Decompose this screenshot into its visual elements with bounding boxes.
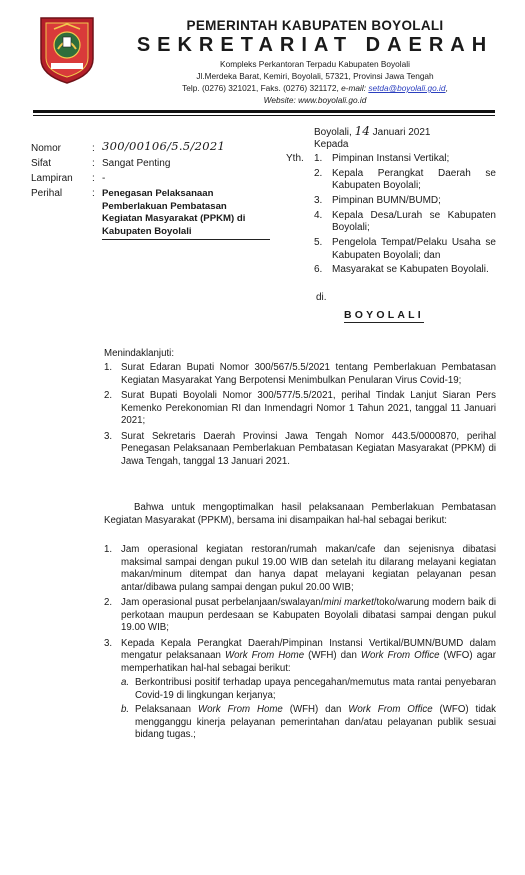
perihal-line-1	[102, 188, 272, 201]
sub-points-list	[121, 677, 496, 742]
list-item: 4. Kepala Desa/Lurah se Kabupaten Boyolali;	[314, 209, 496, 234]
colon: :	[92, 143, 95, 154]
perihal-line-4: Kabupaten Boyolali	[102, 226, 270, 241]
lampiran-label: Lampiran	[31, 173, 73, 184]
perihal-line-3: Kegiatan Masyarakat (PPKM) di	[102, 213, 246, 224]
nomor-label: Nomor	[31, 143, 62, 154]
website-line: Website: www.boyolali.go.id	[263, 95, 367, 105]
recipient-list	[314, 153, 496, 279]
perihal-text-1: Penegasan Pelaksanaan	[102, 188, 214, 199]
perihal-label: Perihal	[31, 188, 63, 199]
body-paragraph: Bahwa untuk mengoptimalkan hasil pelaksanaan Pemberlakuan Pembatasan Kegiatan Masyarakat (PPKM), bersama ini disampaikan hal-hal sebagai berikut:	[104, 502, 496, 526]
email-label: e-mail:	[341, 83, 367, 93]
kepada-label: Kepada	[314, 139, 349, 150]
list-item: 3. Kepada Kepala Perangkat Daerah/Pimpinan Instansi Vertikal/BUMN/BUMD dalam mengatur pelaksanaan Work From Home (WFH) dan Work From Office (WFO) agar memperhatikan hal-hal sebagai berikut: a. Berkontribusi positif terhadap upaya pencegahan/memutus mata rantai penyebaran Covid-19 di lingkungan kerjanya; b. Pelaksanaan Work From Home (WFH) dan Work From Office (WFO) tidak mengganggu kinerja pelayanan pemerintahan dan/atau pelayanan publik sesuai bidang tugas.;	[104, 637, 496, 740]
perihal-value	[102, 188, 272, 240]
list-item: b. Pelaksanaan Work From Home (WFH) dan Work From Office (WFO) tidak mengganggu kinerja pelayanan pemerintahan dan/atau pelayanan publik sesuai bidang tugas.;	[121, 704, 496, 740]
recipient-city: BOYOLALI	[344, 309, 424, 321]
di-label: di.	[316, 292, 327, 303]
list-item: 5. Pengelola Tempat/Pelaku Usaha se Kabupaten Boyolali; dan	[314, 237, 496, 261]
contact-line: Telp. (0276) 321021, Faks. (0276) 321172, e-mail: setda@boyolali.go.id,	[182, 83, 448, 93]
list-item: 3. Pimpinan BUMN/BUMD;	[314, 195, 441, 207]
date-day: 14	[354, 124, 370, 138]
boyolali-coat-of-arms-icon	[38, 15, 96, 85]
address-line-1: Kompleks Perkantoran Terpadu Kabupaten Boyolali	[220, 59, 410, 69]
list-item: 1. Pimpinan Instansi Vertikal;	[314, 153, 450, 164]
nomor-value: 300/00106/5.5/2021	[102, 139, 226, 153]
colon: :	[92, 188, 95, 199]
list-item: a. Berkontribusi positif terhadap upaya pencegahan/memutus mata rantai penyebaran Covid-19 di lingkungan kerjanya;	[121, 677, 496, 701]
body-intro: Menindaklanjuti:	[104, 348, 175, 359]
letter-date	[314, 124, 430, 138]
date-month-year: Januari 2021	[372, 127, 431, 138]
office-address	[115, 58, 515, 106]
government-name: PEMERINTAH KABUPATEN BOYOLALI	[186, 18, 444, 33]
colon: :	[92, 158, 95, 169]
list-item: 1. Jam operasional kegiatan restoran/rumah makan/cafe dan sejenisnya dibatasi maksimal sampai dengan pukul 19.00 WIB dan setelah itu dilarang melayani kegiatan makan/minum ditempat dan hanya dapat melayani kegiatan pelayanan pesan antar/dibawa pulang sampai dengan pukul 20.00 WIB;	[104, 544, 496, 593]
list-item: 6. Masyarakat se Kabupaten Boyolali.	[314, 264, 489, 276]
reference-list	[104, 362, 496, 471]
yth-label: Yth.	[286, 153, 304, 164]
list-item: 2. Jam operasional pusat perbelanjaan/swalayan/mini market/toko/warung modern baik di perkotaan maupun perdesaan se Kabupaten Boyolali dibatasi sampai dengan pukul 19.00 WIB;	[104, 597, 497, 633]
address-line-2: Jl.Merdeka Barat, Kemiri, Boyolali, 57321, Provinsi Jawa Tengah	[196, 71, 434, 81]
list-item: 2. Surat Bupati Boyolali Nomor 300/577/5.5/2021, perihal Tindak Lanjut Siaran Pers Kemenko Perekonomian RI dan Inmendagri Nomor 1 Tahun 2021, tanggal 11 Januari 2021;	[104, 390, 496, 426]
email-link[interactable]: setda@boyolali.go.id	[368, 83, 446, 93]
office-name: SEKRETARIAT DAERAH	[136, 34, 494, 56]
letterhead-rule-thick	[33, 110, 495, 113]
perihal-line-2: Pemberlakuan Pembatasan	[102, 200, 227, 212]
lampiran-value: -	[102, 173, 106, 184]
list-item: 1. Surat Edaran Bupati Nomor 300/567/5.5/2021 tentang Pemberlakuan Pembatasan Kegiatan Masyarakat Yang Berpotensi Menimbulkan Penularan Virus Covid-19;	[104, 362, 496, 386]
list-item: 3. Surat Sekretaris Daerah Provinsi Jawa Tengah Nomor 443.5/0000870, perihal Penegasan Pelaksanaan Pemberlakuan Pembatasan Kegiatan Masyarakat (PPKM) di Jawa Tengah, tanggal 13 Januari 2021.	[104, 430, 496, 467]
letterhead-rule-thin	[33, 115, 495, 116]
colon: :	[92, 173, 95, 184]
points-list	[104, 544, 496, 745]
list-item: 2. Kepala Perangkat Daerah se Kabupaten Boyolali;	[314, 167, 496, 192]
sifat-label: Sifat	[31, 158, 52, 169]
phone-fax: Telp. (0276) 321021, Faks. (0276) 321172,	[182, 83, 339, 93]
date-prefix: Boyolali,	[314, 127, 352, 138]
sifat-value: Sangat Penting	[102, 158, 171, 169]
